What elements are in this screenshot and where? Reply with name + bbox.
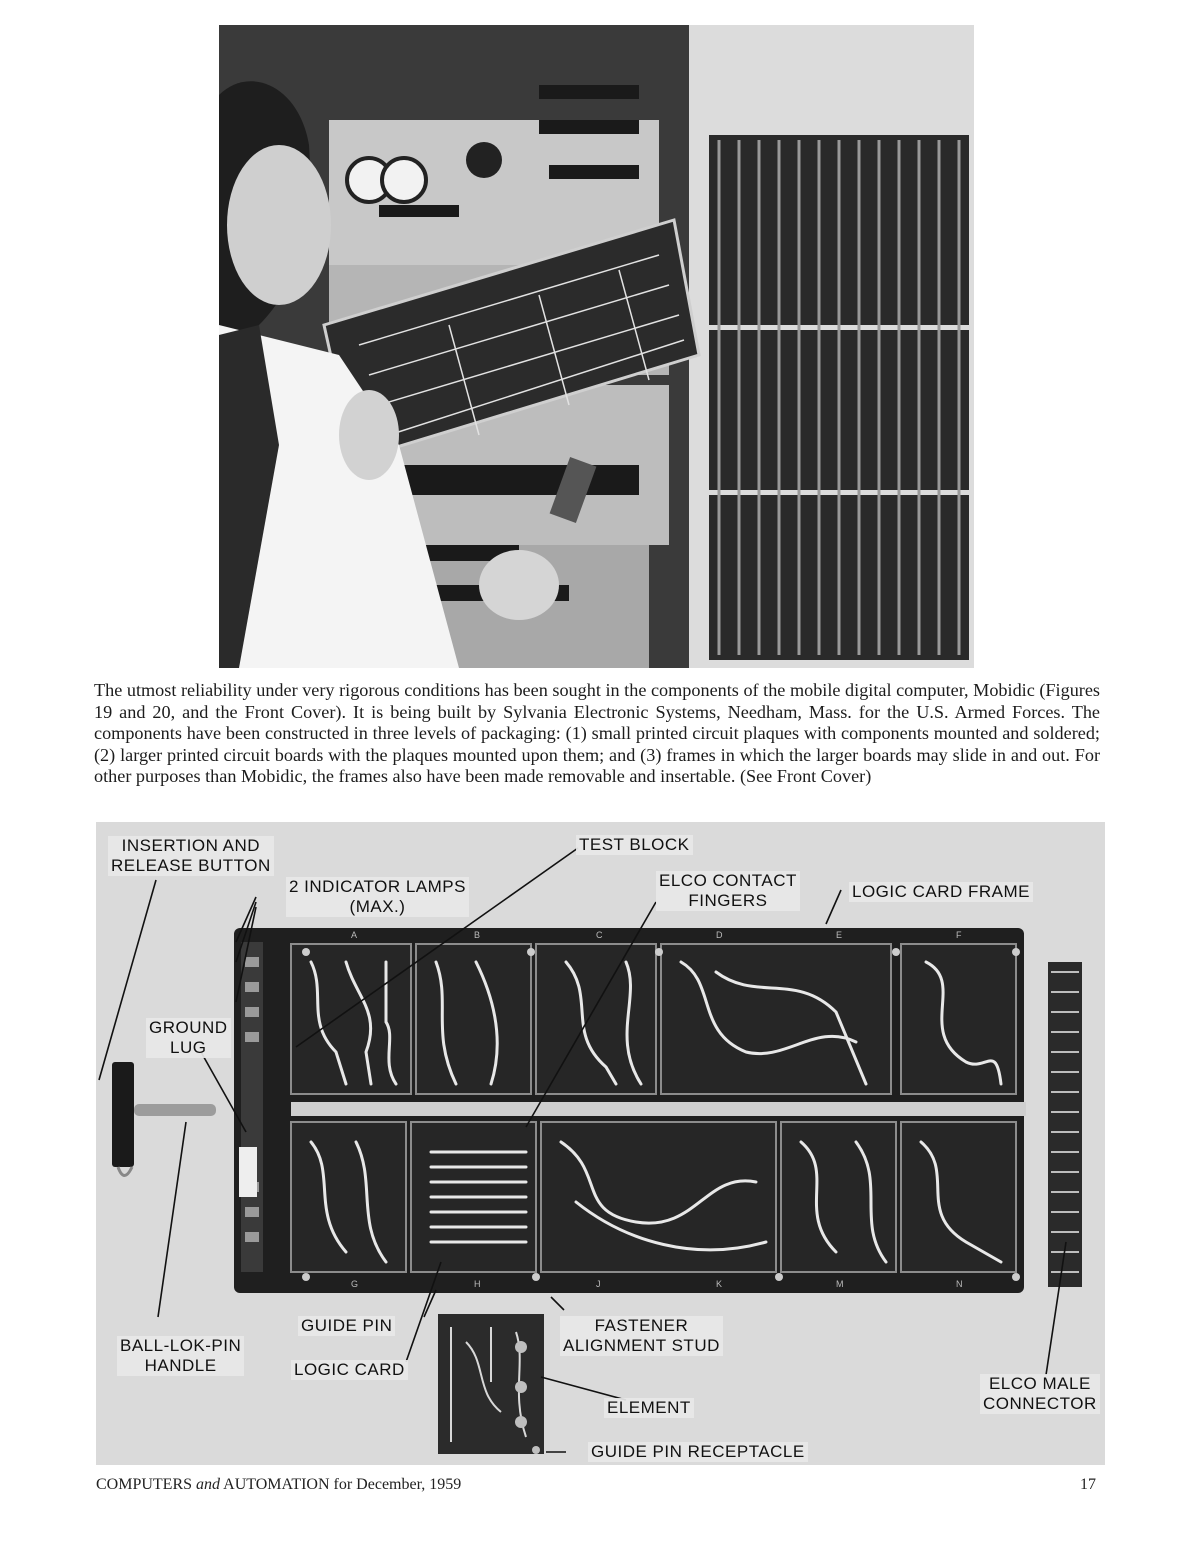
journal-name-and: and xyxy=(196,1476,221,1493)
figure-caption: The utmost reliability under very rigorous conditions has been sought in the components of the mobile digital computer, Mobidic (Figures 19 and 20, and the Front Cover). It is being built by Sylvania Electronic Systems, Needham, Mass. for the U.S. Armed Forces. The components have been constructed in three levels of packaging: (1) small printed circuit plaques with components mounted and soldered; (2) larger printed circuit boards with the plaques mounted upon them; and (3) frames in which the larger boards may slide in and out. For other purposes than Mobidic, the frames also have been made removable and insertable. (See Front Cover) xyxy=(94,680,1100,787)
journal-name-1: COMPUTERS xyxy=(96,1476,193,1493)
label-ball-lok-pin-handle: BALL-LOK-PIN HANDLE xyxy=(117,1336,244,1376)
board-letter-a: A xyxy=(351,930,358,940)
board-letter-k: K xyxy=(716,1279,723,1289)
label-logic-card-frame: LOGIC CARD FRAME xyxy=(849,882,1033,902)
bottom-photograph xyxy=(96,822,1105,1465)
logic-card-frame-photo xyxy=(96,822,1105,1465)
board-letter-m: M xyxy=(836,1279,844,1289)
label-test-block: TEST BLOCK xyxy=(576,835,693,855)
label-indicator-lamps: 2 INDICATOR LAMPS (MAX.) xyxy=(286,877,469,917)
top-photograph xyxy=(219,25,974,668)
board-letter-e: E xyxy=(836,930,843,940)
photo-engineer-computer xyxy=(219,25,974,668)
label-elco-male-connector: ELCO MALE CONNECTOR xyxy=(980,1374,1100,1414)
board-letter-c: C xyxy=(596,930,603,940)
board-letter-j: J xyxy=(596,1279,601,1289)
label-guide-pin: GUIDE PIN xyxy=(298,1316,395,1336)
label-insertion-release-button: INSERTION AND RELEASE BUTTON xyxy=(108,836,274,876)
journal-name-2: AUTOMATION for December, 1959 xyxy=(223,1476,462,1493)
board-letter-f: F xyxy=(956,930,962,940)
board-letter-b: B xyxy=(474,930,481,940)
label-logic-card: LOGIC CARD xyxy=(291,1360,408,1380)
board-letter-h: H xyxy=(474,1279,481,1289)
board-letter-g: G xyxy=(351,1279,359,1289)
journal-footer xyxy=(96,1476,461,1494)
board-letter-n: N xyxy=(956,1279,963,1289)
label-element: ELEMENT xyxy=(604,1398,694,1418)
label-elco-contact-fingers: ELCO CONTACT FINGERS xyxy=(656,871,800,911)
label-fastener-alignment-stud: FASTENER ALIGNMENT STUD xyxy=(560,1316,723,1356)
board-letter-d: D xyxy=(716,930,723,940)
label-guide-pin-receptacle: GUIDE PIN RECEPTACLE xyxy=(588,1442,808,1462)
page-number: 17 xyxy=(1080,1476,1096,1493)
label-ground-lug: GROUND LUG xyxy=(146,1018,231,1058)
